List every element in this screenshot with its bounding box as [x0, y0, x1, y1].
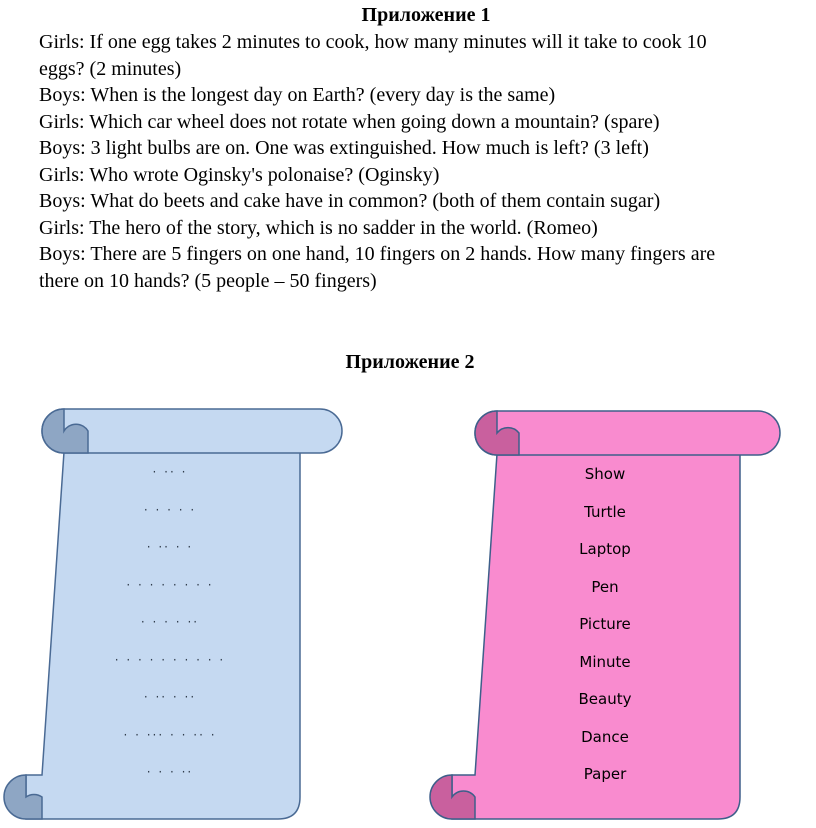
- word-item: Minute: [579, 652, 631, 671]
- word-item: Beauty: [578, 690, 632, 708]
- dotted-line: · · ··· · · ·· ·: [123, 727, 217, 742]
- riddle-line: Boys: What do beets and cake have in common? (both of them contain sugar): [39, 190, 661, 212]
- word-item: Pen: [591, 577, 619, 596]
- word-item: Paper: [583, 765, 627, 783]
- riddle-line: Boys: When is the longest day on Earth? (every day is the same): [39, 84, 556, 106]
- riddle-line: Girls: Who wrote Oginsky's polonaise? (Oginsky): [39, 163, 440, 186]
- appendix-1-title: Приложение 1: [361, 4, 491, 26]
- pink-scroll-word-list: [536, 460, 674, 798]
- dotted-line: · ·· · ·: [146, 540, 194, 554]
- word-item: Turtle: [584, 502, 626, 521]
- riddle-line: Girls: If one egg takes 2 minutes to cook, how many minutes will it take to cook 10: [39, 31, 707, 53]
- riddle-line: eggs? (2 minutes): [39, 57, 182, 80]
- word-item: Picture: [579, 615, 631, 633]
- riddle-line: Boys: 3 light bulbs are on. One was extinguished. How much is left? (3 left): [39, 137, 649, 159]
- blue-scroll-dotted-lines: [95, 462, 245, 800]
- dotted-line: · · · · ·: [143, 502, 197, 517]
- riddle-line: there on 10 hands? (5 people – 50 fingers): [39, 269, 377, 292]
- word-item: Laptop: [579, 540, 631, 558]
- dotted-line: · · · · · · · · · ·: [114, 652, 226, 667]
- dotted-line: · · · · ··: [140, 615, 200, 629]
- riddle-line: Girls: The hero of the story, which is no sadder in the world. (Romeo): [39, 216, 598, 239]
- dotted-line: · · · ··: [146, 765, 194, 779]
- word-item: Dance: [581, 727, 629, 746]
- word-item: Show: [584, 465, 626, 483]
- riddle-line: Boys: There are 5 fingers on one hand, 10 fingers on 2 hands. How many fingers are: [39, 243, 716, 265]
- dotted-line: · ·· · ··: [143, 690, 197, 704]
- dotted-line: · · · · · · · ·: [126, 577, 214, 592]
- dotted-line: · ·· ·: [152, 465, 188, 479]
- appendix-2-title: Приложение 2: [345, 351, 475, 373]
- riddle-line: Girls: Which car wheel does not rotate when going down a mountain? (spare): [39, 110, 660, 133]
